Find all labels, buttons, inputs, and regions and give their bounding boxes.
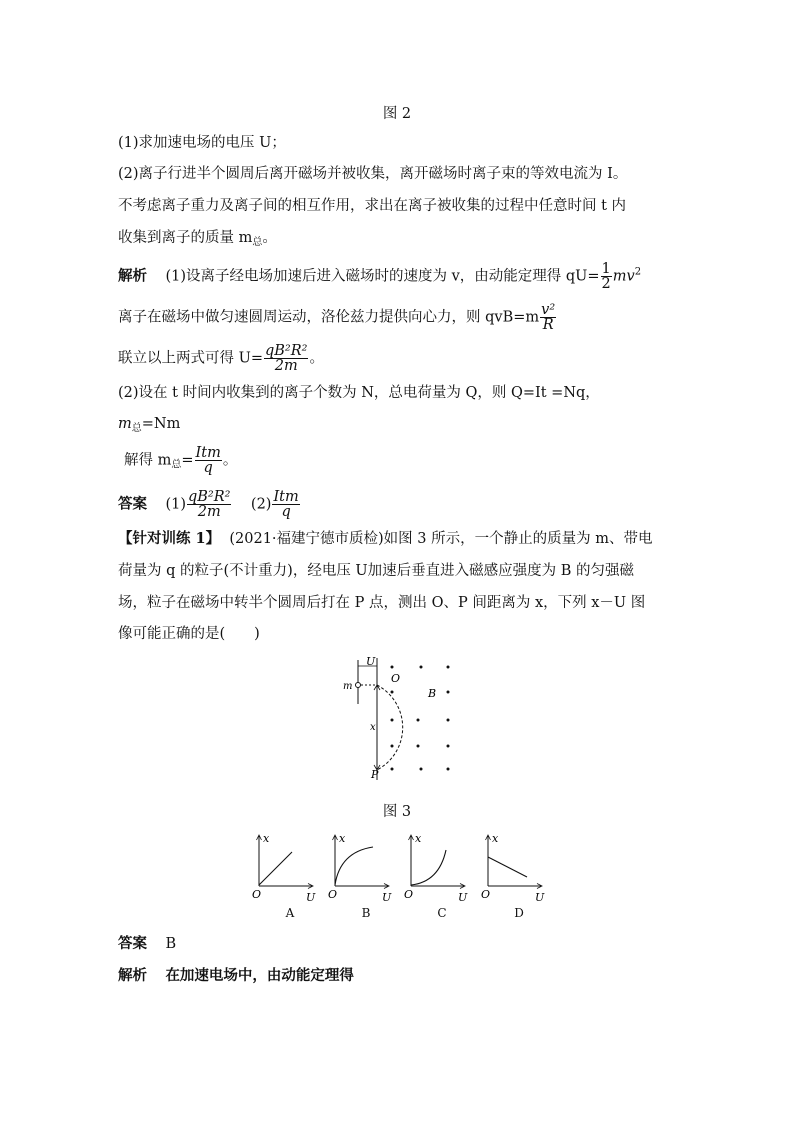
solution-5-rest: =Nm [141,416,181,432]
solution-line-1 [118,262,641,291]
origin-label: O [252,888,262,901]
final-text: 在加速电场中，由动能定理得 [165,967,354,984]
mass-symbol: m [118,416,132,432]
fraction-denominator: 2m [274,358,298,374]
solution-3-end: 。 [309,350,324,367]
semicircle-path [377,685,403,770]
option-graph-b [328,832,394,907]
graph-curve [259,852,292,885]
origin-label: O [328,888,338,901]
x-axis-label: U [306,891,316,904]
fraction-v2-r [540,303,556,332]
fraction-numerator: qB²R² [187,489,231,505]
solution-1-tail: mv [612,268,635,285]
subscript-total: 总 [252,237,263,248]
option-label-b: B [361,906,371,920]
x-axis-label: U [535,891,545,904]
final-label: 解析 [118,967,147,984]
fraction-numerator: 1 [601,261,611,277]
label-p: P [371,768,379,781]
answer-b-label: 答案 [118,935,147,952]
figure-2-caption: 图 2 [382,106,412,122]
solution-6-text: 解得 m [124,452,172,469]
final-line [118,966,354,986]
question-2-line-1: (2)离子行进半个圆周后离开磁场并被收集，离开磁场时离子束的等效电流为 I。 [118,166,628,182]
fraction-numerator: Itm [195,445,221,461]
graph-curve [488,857,527,877]
answer-b-value: B [165,936,177,952]
fraction-voltage [264,344,308,373]
solution-line-4: (2)设在 t 时间内收集到的离子个数为 N，总电荷量为 Q，则 Q=It =Nq， [118,385,600,401]
solution-line-5 [118,414,180,439]
solution-1-text: (1)设离子经电场加速后进入磁场时的速度为 v，由动能定理得 qU= [165,268,600,285]
training-line-4: 像可能正确的是( ) [118,626,260,642]
solution-6-eq: = [181,452,194,469]
figure-3-caption: 图 3 [382,804,412,820]
question-2-text: 收集到离子的质量 m [118,230,253,246]
fraction-denominator: 2m [197,504,221,520]
fraction-numerator: qB²R² [264,343,308,359]
y-axis-label: x [263,832,270,845]
fraction-denominator: 2 [601,276,611,292]
fraction-denominator: q [281,504,291,520]
x-axis-label: U [458,891,468,904]
solution-line-6 [124,446,237,476]
answer-label: 答案 [118,495,147,513]
solution-label: 解析 [118,267,147,285]
solution-line-3 [118,344,324,373]
training-line-1 [118,529,652,549]
answer-1-prefix: (1) [165,496,186,513]
solution-1-sup: 2 [634,266,642,278]
option-label-d: D [514,906,524,920]
answer-b-line [118,934,176,954]
fraction-itm-q [195,446,222,475]
answer-2-fraction [272,490,299,519]
answer-2-prefix: (2) [250,496,272,513]
label-x: x [370,722,376,733]
x-axis-label: U [382,891,392,904]
training-text-1: (2021·福建宁德市质检)如图 3 所示，一个静止的质量为 m、带电 [229,531,653,547]
subscript-total: 总 [131,423,142,434]
figure-3-diagram [336,652,466,787]
solution-2-text: 离子在磁场中做匀速圆周运动，洛伦兹力提供向心力，则 qvB=m [118,309,540,326]
option-graph-d [481,832,547,907]
training-line-2: 荷量为 q 的粒子(不计重力)，经电压 U加速后垂直进入磁感应强度为 B 的匀强磁 [118,563,635,579]
origin-label: O [481,888,491,901]
fraction-numerator: Itm [273,489,299,505]
training-line-3: 场，粒子在磁场中转半个圆周后打在 P 点，测出 O、P 间距离为 x，下列 x－U 图 [118,595,646,611]
option-graph-a [252,832,318,907]
label-m: m [343,681,353,692]
training-label: 【针对训练 1】 [118,530,221,547]
particle [356,683,361,688]
y-axis-label: x [415,832,422,845]
subscript-total: 总 [171,459,182,471]
question-2-line-2: 不考虑离子重力及离子间的相互作用，求出在离子被收集的过程中任意时间 t 内 [118,198,627,214]
graph-curve [411,850,446,885]
option-graph-c [404,832,470,907]
question-2-end: 。 [262,230,277,246]
answer-line [118,490,301,519]
question-1: (1)求加速电场的电压 U； [118,135,286,151]
label-u: U [366,655,376,668]
fraction-denominator: q [203,460,213,476]
solution-6-end: 。 [222,452,238,469]
label-o: O [391,672,401,685]
label-b: B [428,687,437,700]
fraction-numerator: v² [541,302,556,318]
origin-label: O [404,888,414,901]
solution-line-2 [118,303,557,332]
option-label-c: C [437,906,447,920]
y-axis-label: x [339,832,346,845]
question-2-line-3 [118,228,277,253]
option-label-a: A [285,906,295,920]
fraction-denominator: R [542,317,554,333]
y-axis-label: x [492,832,499,845]
graph-curve [335,847,373,885]
fraction-half [601,262,612,291]
answer-1-fraction [187,490,231,519]
solution-3-text: 联立以上两式可得 U= [118,350,263,367]
